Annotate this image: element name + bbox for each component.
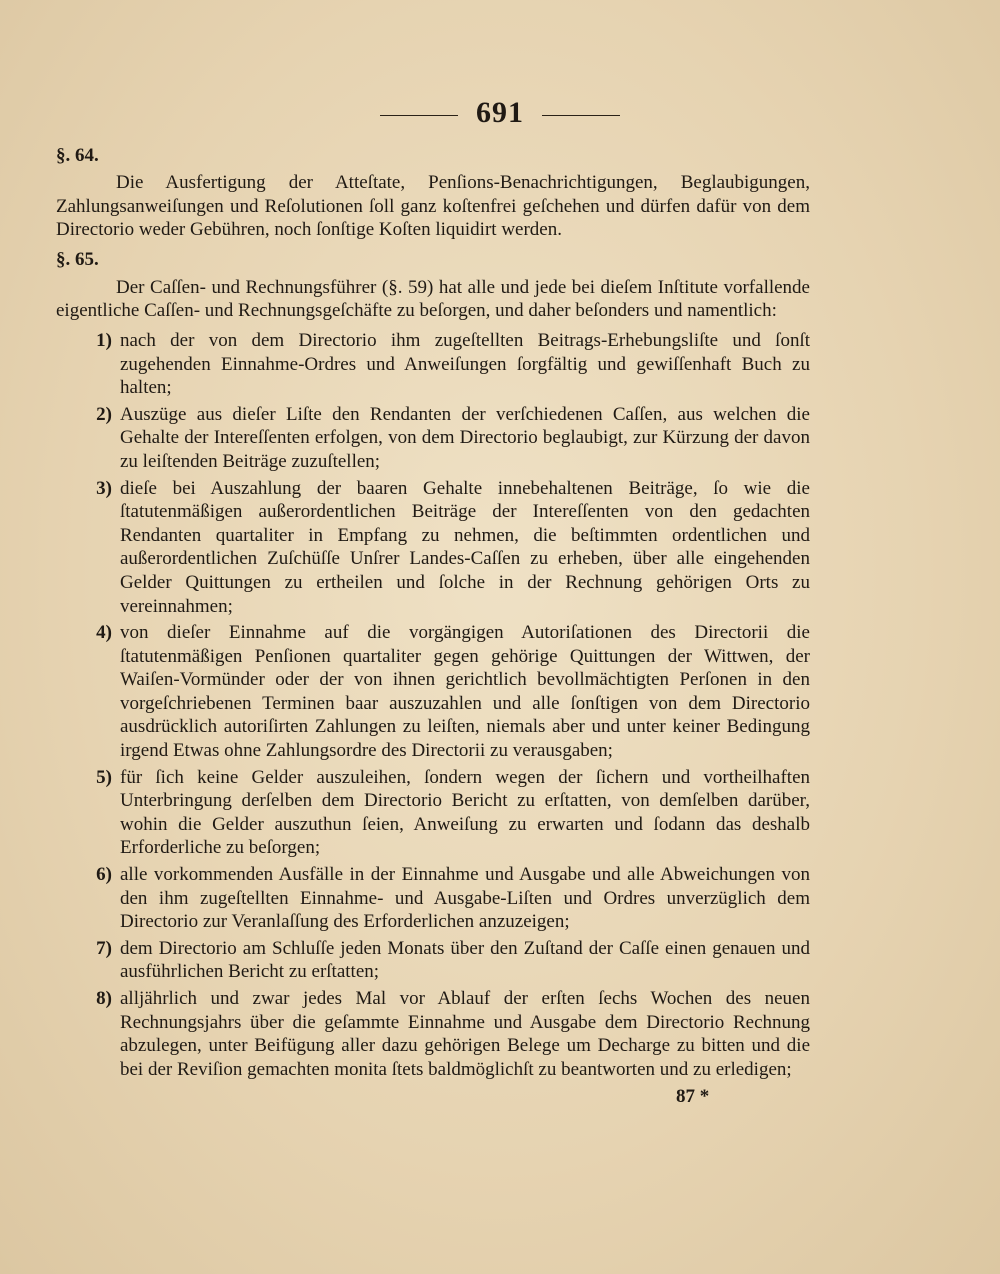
list-item <box>56 403 810 474</box>
section-paragraph-64: Die Ausfertigung der Atteſtate, Penſions-Benachrichtigungen, Beglaubigungen, Zahlungsanweiſungen und Reſolutionen ſoll ganz koſtenfrei geſchehen und dürfen dafür von dem Directorio weder Gebühren, noch ſonſtige Koſten liquidirt werden. <box>56 172 810 241</box>
header-rule-right <box>542 115 620 116</box>
list-item <box>56 987 810 1081</box>
list-item-number: 1) <box>96 329 112 351</box>
list-item <box>56 329 810 400</box>
page-header <box>0 96 1000 130</box>
list-item <box>56 766 810 860</box>
list-item-text: alljährlich und zwar jedes Mal vor Ablauf der erſten ſechs Wochen des neuen Rechnungsjahrs über die geſammte Einnahme und Ausgabe dem Directorio Rechnung abzulegen, unter Beifügung aller dazu gehörigen Belege um Decharge zu bitten und die bei der Reviſion gemachten monita ſtets baldmöglichſt zu beantworten und zu erledigen; <box>120 988 810 1080</box>
list-item-number: 3) <box>96 477 112 499</box>
section-heading-64: §. 64. <box>56 145 99 166</box>
list-item-number: 4) <box>96 622 112 644</box>
list-item-number: 7) <box>96 937 112 959</box>
list-item-number: 2) <box>96 403 112 425</box>
page-body <box>56 144 810 1084</box>
list-item-text: Auszüge aus dieſer Liſte den Rendanten der verſchiedenen Caſſen, aus welchen die Gehalte der Intereſſenten erfolgen, von dem Directorio beglaubigt, zur Kürzung der davon zu leiſtenden Beiträge zuzuſtellen; <box>120 403 810 472</box>
list-item-number: 5) <box>96 766 112 788</box>
list-item-number: 8) <box>96 988 112 1009</box>
list-item-text: nach der von dem Directorio ihm zugeſtellten Beitrags-Erhebungsliſte und ſonſt zugehenden Einnahme-Ordres und Anweiſungen ſorgfältig und gewiſſenhaft Buch zu halten; <box>120 329 810 399</box>
header-rule-left <box>380 115 458 116</box>
section-heading-65: §. 65. <box>56 248 99 270</box>
list-item-number: 6) <box>96 864 112 886</box>
list-item <box>56 477 810 619</box>
numbered-list <box>56 329 810 1081</box>
list-item-text: alle vorkommenden Ausfälle in der Einnahme und Ausgabe und alle Abweichungen von den ihm zugeſtellten Einnahme- und Ausgabe-Liſten und Ordres unverzüglich dem Directorio zur Veranlaſſung des Erforderlichen anzuzeigen; <box>120 864 810 933</box>
list-item-text: dieſe bei Auszahlung der baaren Gehalte innebehaltenen Beiträge, ſo wie die ſtatutenmäßigen außerordentlichen Beiträge der Intereſſenten von den gedachten Rendanten quartaliter in Empfang zu nehmen, die beſtimmten ordentlichen und außerordentlichen Zuſchüſſe Unſrer Landes-Caſſen zu erheben, über alle eingehenden Gelder Quittungen zu ertheilen und ſolche in der Rechnung gehörigen Orts zu vereinnahmen; <box>120 477 810 617</box>
list-item <box>56 863 810 934</box>
list-item <box>56 621 810 763</box>
list-item-text: für ſich keine Gelder auszuleihen, ſondern wegen der ſichern und vortheilhaften Unterbringung derſelben dem Directorio Bericht zu erſtatten, von demſelben darüber, wohin die Gelder auszuthun ſeien, Anweiſung zu erwarten und ſodann das deshalb Erforderliche zu beſorgen; <box>120 766 810 859</box>
list-item <box>56 937 810 984</box>
list-item-text: von dieſer Einnahme auf die vorgängigen Autoriſationen des Directorii die ſtatutenmäßigen Penſionen quartaliter gegen gehörige Quittungen der Wittwen, der Waiſen-Vormünder oder der von ihnen gerichtlich bevollmächtigten Perſonen in den vorgeſchriebenen Terminen baar auszuzahlen und alle ſonſtigen von dem Directorio ausdrücklich autoriſirten Zahlungen zu leiſten, niemals aber und unter keiner Bedingung irgend Etwas ohne Zahlungsordre des Directorii zu verausgaben; <box>120 622 810 762</box>
sheet-signature: 87 * <box>676 1086 710 1107</box>
page-number: 691 <box>476 96 524 129</box>
list-item-text: dem Directorio am Schluſſe jeden Monats über den Zuſtand der Caſſe einen genauen und ausführlichen Bericht zu erſtatten; <box>120 937 810 983</box>
section-paragraph-65: Der Caſſen- und Rechnungsführer (§. 59) hat alle und jede bei dieſem Inſtitute vorfallende eigentliche Caſſen- und Rechnungsgeſchäfte zu beſorgen, und daher beſonders und namentlich: <box>56 276 810 322</box>
